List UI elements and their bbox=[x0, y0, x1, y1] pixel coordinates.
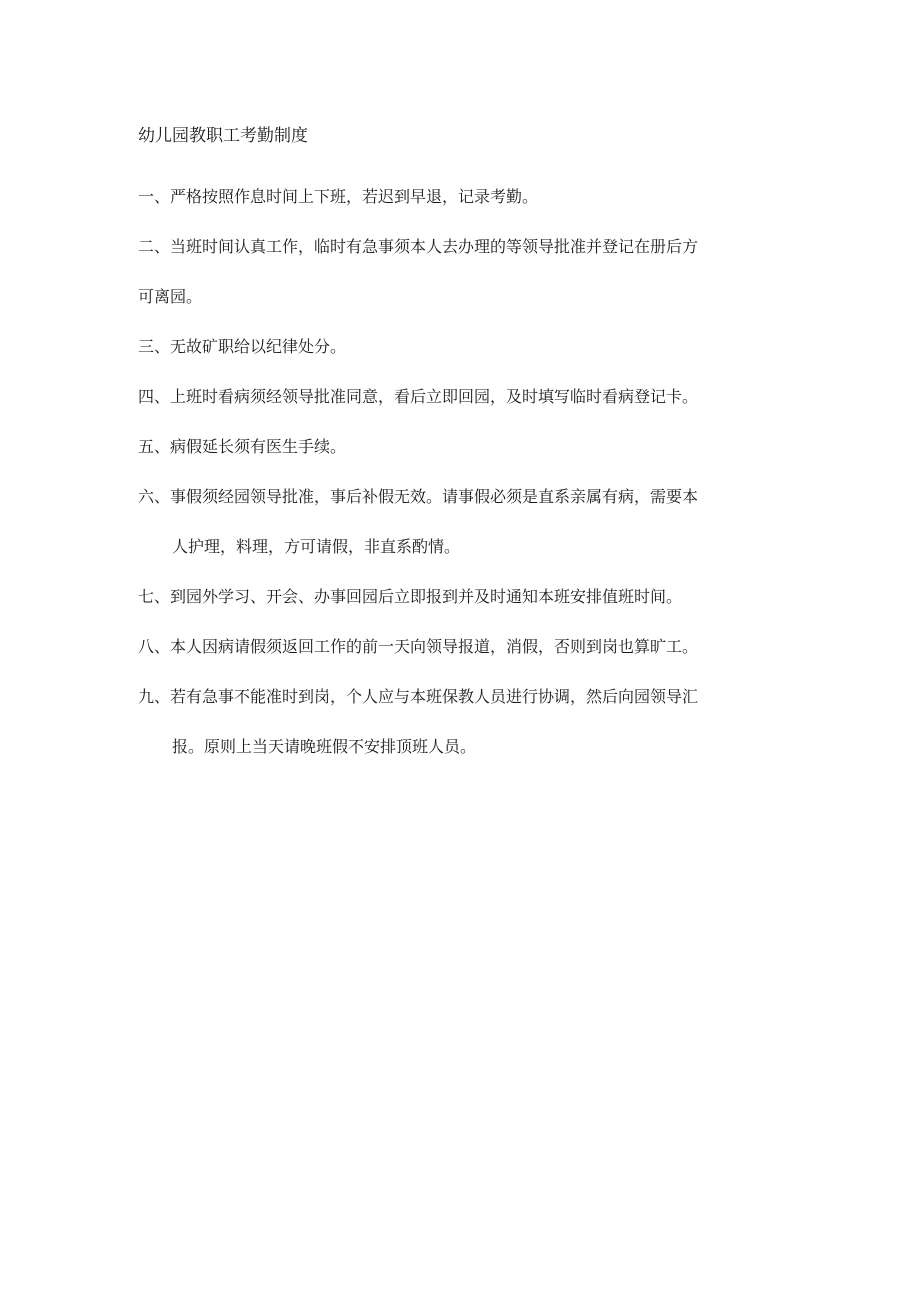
clause-line: 八、本人因病请假须返回工作的前一天向领导报道，消假，否则到岗也算旷工。 bbox=[138, 637, 699, 656]
clause-line-continuation: 报。原则上当天请晚班假不安排顶班人员。 bbox=[172, 737, 477, 756]
clause-4 bbox=[138, 372, 758, 422]
clause-line: 五、病假延长须有医生手续。 bbox=[138, 437, 347, 456]
document-title: 幼儿园教职工考勤制度 bbox=[138, 126, 308, 146]
clause-line: 六、事假须经园领导批准，事后补假无效。请事假必须是直系亲属有病，需要本 bbox=[138, 487, 699, 506]
clause-line: 九、若有急事不能准时到岗，个人应与本班保教人员进行协调，然后向园领导汇 bbox=[138, 687, 699, 706]
clause-7 bbox=[138, 572, 758, 622]
document-body bbox=[138, 122, 758, 772]
clause-line: 一、严格按照作息时间上下班，若迟到早退，记录考勤。 bbox=[138, 187, 539, 206]
clause-8 bbox=[138, 622, 758, 672]
clause-line-continuation: 可离园。 bbox=[138, 287, 203, 306]
clause-line-continuation: 人护理，料理，方可请假，非直系酌情。 bbox=[172, 537, 461, 556]
clause-2 bbox=[138, 222, 758, 322]
clause-line: 三、无故矿职给以纪律处分。 bbox=[138, 337, 347, 356]
clause-line: 七、到园外学习、开会、办事回园后立即报到并及时通知本班安排值班时间。 bbox=[138, 587, 683, 606]
clause-3 bbox=[138, 322, 758, 372]
clause-line: 二、当班时间认真工作，临时有急事须本人去办理的等领导批准并登记在册后方 bbox=[138, 237, 699, 256]
clause-6 bbox=[138, 472, 758, 572]
clause-5 bbox=[138, 422, 758, 472]
clause-1 bbox=[138, 172, 758, 222]
clause-line: 四、上班时看病须经领导批准同意，看后立即回园，及时填写临时看病登记卡。 bbox=[138, 387, 699, 406]
clause-9 bbox=[138, 672, 758, 772]
